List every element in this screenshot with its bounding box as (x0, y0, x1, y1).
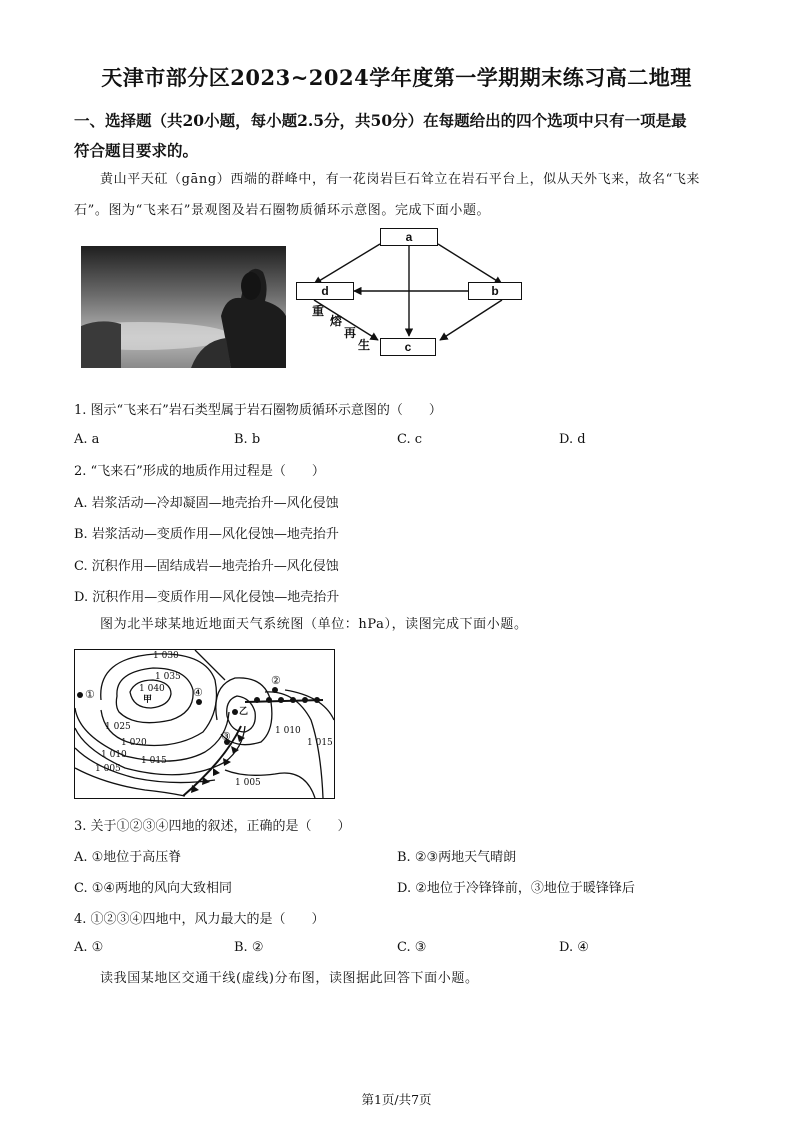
q2-stem: 2. “飞来石”形成的地质作用过程是（ ） (74, 464, 325, 479)
q3-option-c: C. ①④两地的风向大致相同 (74, 881, 233, 896)
low-center-yi: 乙 (239, 707, 249, 717)
isobar-label-1025: 1 025 (105, 722, 131, 732)
q4-option-d: D. ④ (559, 940, 589, 955)
isobar-label-1015-right: 1 015 (307, 738, 333, 748)
label-char-2: 熔 (330, 314, 343, 328)
passage2: 图为北半球某地近地面天气系统图（单位：hPa），读图完成下面小题。 (100, 617, 528, 632)
point-2-label: ② (271, 674, 281, 687)
isobar-label-1020: 1 020 (121, 738, 147, 748)
q2-option-c: C. 沉积作用—固结成岩—地壳抬升—风化侵蚀 (74, 559, 339, 574)
q1-option-a: A. a (74, 432, 100, 447)
label-char-1: 重 (312, 304, 325, 318)
q4-option-c: C. ③ (397, 940, 427, 955)
isobar-label-1035: 1 035 (155, 672, 181, 682)
isobar-label-1030: 1 030 (153, 651, 179, 661)
point-3-label: ③ (221, 730, 231, 743)
passage1-line2: 石”。图为“飞来石”景观图及岩石圈物质循环示意图。完成下面小题。 (74, 203, 491, 218)
q3-option-a: A. ①地位于高压脊 (74, 850, 182, 865)
q4-option-b: B. ② (234, 940, 264, 955)
isobar-label-1010-left: 1 010 (101, 750, 127, 760)
q1-option-d: D. d (559, 432, 586, 447)
high-center-jia: 甲 (143, 695, 153, 705)
q1-option-c: C. c (397, 432, 423, 447)
label-char-3: 再 (344, 326, 357, 340)
rock-cycle-box-d: d (296, 282, 354, 300)
q3-stem: 3. 关于①②③④四地的叙述，正确的是（ ） (74, 819, 351, 834)
q4-option-a: A. ① (74, 940, 104, 955)
isobar-label-1010-right: 1 010 (275, 726, 301, 736)
q3-option-d: D. ②地位于冷锋锋前，③地位于暖锋锋后 (397, 881, 635, 896)
rock-cycle-box-a: a (380, 228, 438, 246)
rock-cycle-box-c: c (380, 338, 436, 356)
q3-option-b: B. ②③两地天气晴朗 (397, 850, 517, 865)
page-footer: 第1页/共7页 (361, 1092, 432, 1107)
passage3: 读我国某地区交通干线(虚线)分布图，读图据此回答下面小题。 (100, 971, 479, 986)
isobar-label-1005-right: 1 005 (235, 778, 261, 788)
page-title: 天津市部分区2023~2024学年度第一学期期末练习高二地理 (101, 65, 692, 90)
feilaishi-landscape-photo (81, 246, 286, 368)
section-heading (74, 106, 724, 166)
point-1-label: ① (85, 688, 95, 701)
q1-stem: 1. 图示“飞来石”岩石类型属于岩石圈物质循环示意图的（ ） (74, 403, 442, 418)
isobar-label-1040: 1 040 (139, 684, 165, 694)
q2-option-d: D. 沉积作用—变质作用—风化侵蚀—地壳抬升 (74, 590, 340, 605)
point-4-label: ④ (193, 686, 203, 699)
rock-cycle-diagram (292, 228, 524, 358)
section-heading-line1: 一、选择题（共20小题，每小题2.5分，共50分）在每题给出的四个选项中只有一项是最 (74, 111, 687, 130)
q1-option-b: B. b (234, 432, 261, 447)
isobar-label-1015-left: 1 015 (141, 756, 167, 766)
q4-stem: 4. ①②③④四地中，风力最大的是（ ） (74, 912, 325, 927)
passage1-line1: 黄山平天矼（gāng）西端的群峰中，有一花岗岩巨石耸立在岩石平台上，似从天外飞来，故名“飞来 (100, 172, 701, 187)
q2-option-b: B. 岩浆活动—变质作用—风化侵蚀—地壳抬升 (74, 527, 339, 542)
rock-cycle-box-b: b (468, 282, 522, 300)
isobar-label-1005-left: 1 005 (95, 764, 121, 774)
q2-option-a: A. 岩浆活动—冷却凝固—地壳抬升—风化侵蚀 (74, 496, 339, 511)
weather-system-map (74, 649, 335, 799)
label-char-4: 生 (358, 338, 371, 352)
section-heading-line2: 符合题目要求的。 (74, 141, 199, 160)
